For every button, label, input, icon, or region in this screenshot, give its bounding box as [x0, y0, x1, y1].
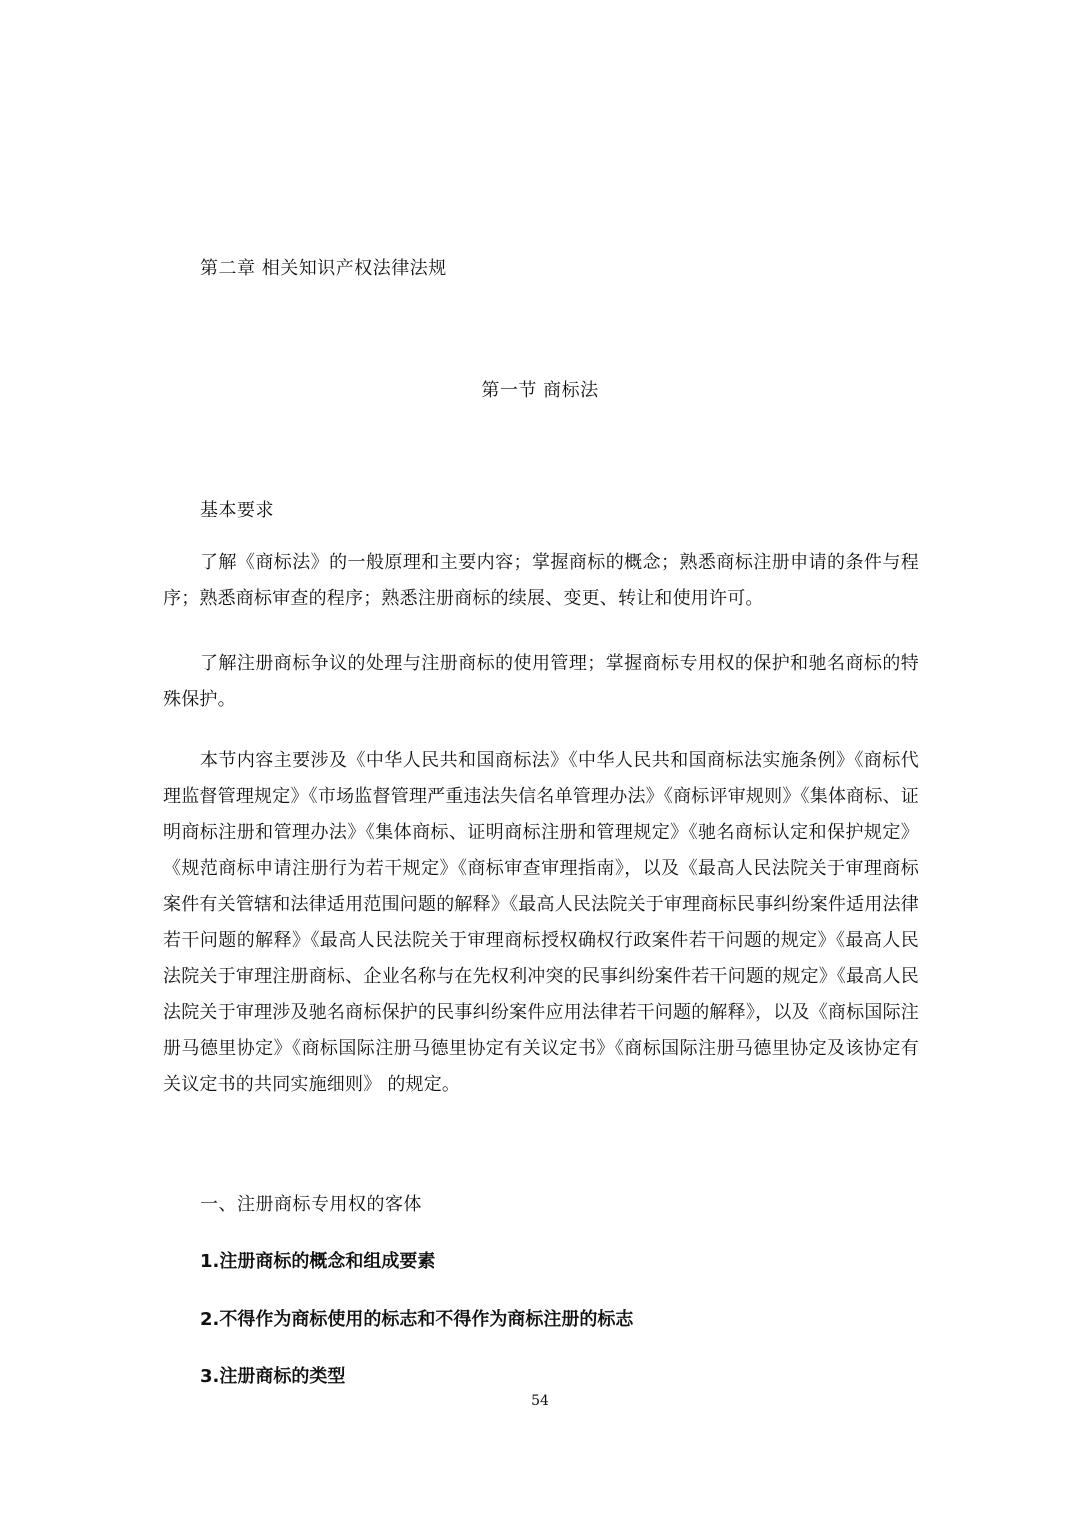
page-number: 54: [531, 1393, 549, 1409]
item-2-heading: 2.不得作为商标使用的标志和不得作为商标注册的标志: [200, 1309, 634, 1330]
basic-requirements-heading: 基本要求: [200, 500, 274, 521]
scope-paragraph: 本节内容主要涉及《中华人民共和国商标法》《中华人民共和国商标法实施条例》《商标代理监督管理规定》《市场监督管理严重违法失信名单管理办法》《商标评审规则》《集体商标、证明商标注册和管理办法》《集体商标、证明商标注册和管理规定》《驰名商标认定和保护规定》《规范商标申请注册行为若干规定》《商标审查审理指南》，以及《最高人民法院关于审理商标案件有关管辖和法律适用范围问题的解释》《最高人民法院关于审理商标民事纠纷案件适用法律若干问题的解释》《最高人民法院关于审理商标授权确权行政案件若干问题的规定》《最高人民法院关于审理注册商标、企业名称与在先权利冲突的民事纠纷案件若干问题的规定》《最高人民法院关于审理涉及驰名商标保护的民事纠纷案件应用法律若干问题的解释》，以及《商标国际注册马德里协定》《商标国际注册马德里协定有关议定书》《商标国际注册马德里协定及该协定有关议定书的共同实施细则》 的规定。: [163, 750, 919, 1095]
part-one-heading: 一、注册商标专用权的客体: [200, 1194, 422, 1215]
section-title: 第一节 商标法: [481, 380, 599, 401]
item-3-heading: 3.注册商标的类型: [200, 1366, 346, 1387]
requirements-paragraph-1: 了解《商标法》的一般原理和主要内容；掌握商标的概念；熟悉商标注册申请的条件与程序；熟悉商标审查的程序；熟悉注册商标的续展、变更、转让和使用许可。: [163, 552, 919, 609]
item-1-heading: 1.注册商标的概念和组成要素: [200, 1251, 436, 1272]
chapter-title: 第二章 相关知识产权法律法规: [200, 258, 447, 279]
requirements-paragraph-2: 了解注册商标争议的处理与注册商标的使用管理；掌握商标专用权的保护和驰名商标的特殊保护。: [163, 653, 919, 710]
